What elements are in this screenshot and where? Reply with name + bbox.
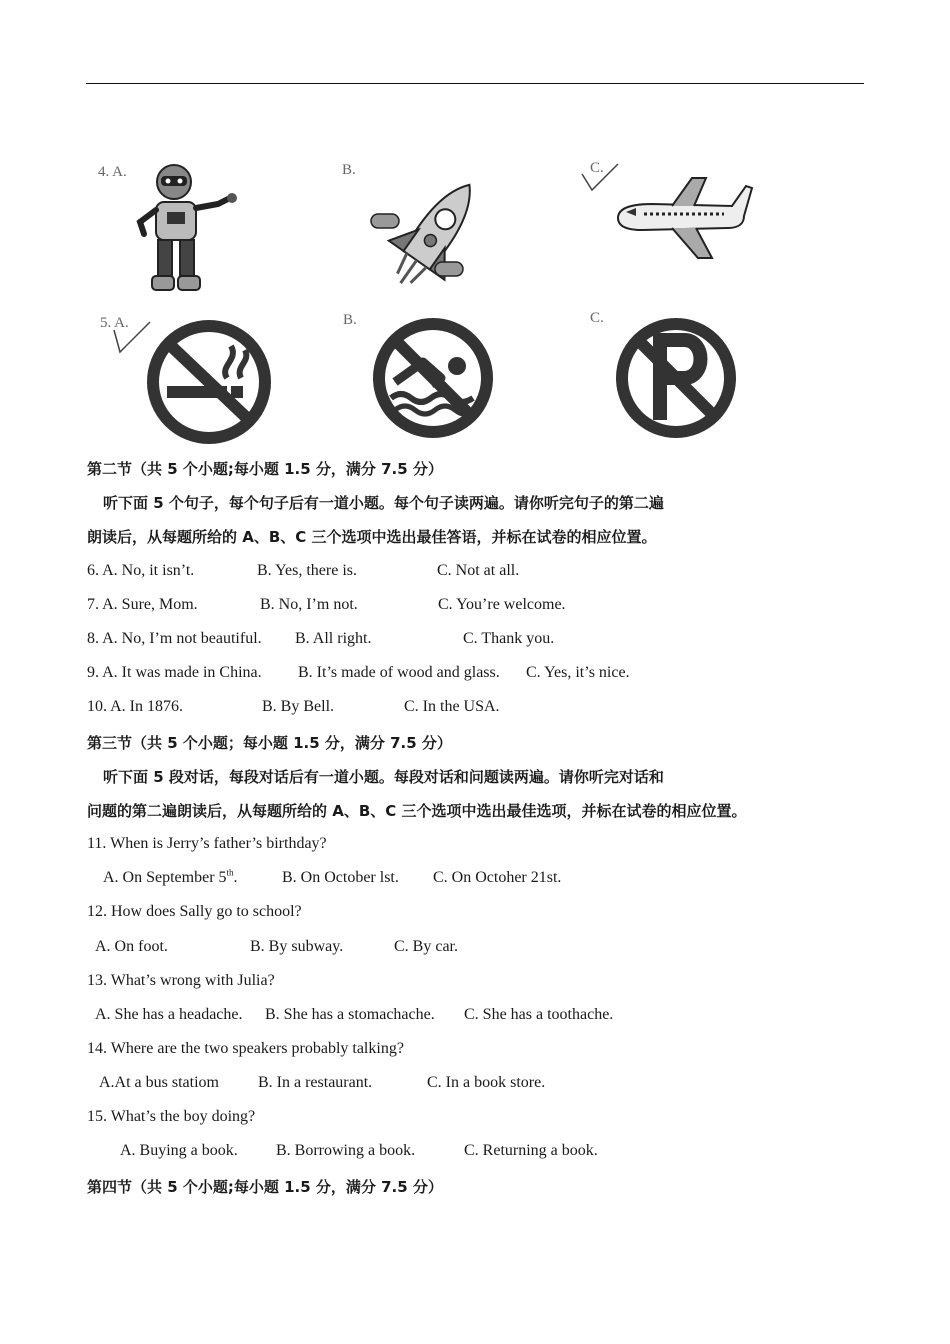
q4-b-label: B.: [342, 162, 356, 178]
section4-heading: 第四节（共 5 个小题;每小题 1.5 分，满分 7.5 分）: [87, 1178, 443, 1196]
q10-option-c: C. In the USA.: [404, 698, 500, 715]
q4-a-label: 4. A.: [98, 164, 127, 180]
q8-option-a: 8. A. No, I’m not beautiful.: [87, 630, 262, 647]
section3-instruction-2: 问题的第二遍朗读后，从每题所给的 A、B、C 三个选项中选出最佳选项，并标在试卷的相应位置。: [87, 802, 747, 820]
no-parking-sign: [610, 316, 742, 440]
q14-option-b: B. In a restaurant.: [258, 1074, 373, 1091]
q8-option-b: B. All right.: [295, 630, 372, 647]
q10-option-b: B. By Bell.: [262, 698, 335, 715]
no-smoking-sign: [143, 320, 275, 444]
q13-question: 13. What’s wrong with Julia?: [87, 972, 275, 989]
q15-option-c: C. Returning a book.: [464, 1142, 598, 1159]
q11-option-a: [103, 869, 238, 887]
q6-option-a: 6. A. No, it isn’t.: [87, 562, 195, 579]
q12-option-c: C. By car.: [394, 938, 458, 955]
q11-option-a-sup: th: [226, 867, 234, 878]
q5-b-label: B.: [343, 312, 357, 328]
rocket-picture: [365, 170, 500, 298]
q15-option-a: A. Buying a book.: [120, 1142, 238, 1159]
q12-question: 12. How does Sally go to school?: [87, 903, 302, 920]
section2-heading: 第二节（共 5 个小题;每小题 1.5 分，满分 7.5 分）: [87, 460, 443, 478]
q4-c-label: C.: [590, 160, 604, 176]
q13-option-b: B. She has a stomachache.: [265, 1006, 435, 1023]
robot-picture: [130, 162, 240, 300]
airplane-picture: [612, 172, 754, 264]
q11-option-c: C. On Octoher 21st.: [433, 869, 562, 886]
q5-c-label: C.: [590, 310, 604, 326]
q9-option-c: C. Yes, it’s nice.: [526, 664, 630, 681]
q11-option-b: B. On October lst.: [282, 869, 399, 886]
q11-question: 11. When is Jerry’s father’s birthday?: [87, 835, 327, 852]
q11-option-a-text: A. On September 5: [103, 869, 227, 886]
q6-option-b: B. Yes, there is.: [257, 562, 358, 579]
q8-option-c: C. Thank you.: [463, 630, 555, 647]
q6-option-c: C. Not at all.: [437, 562, 520, 579]
q7-option-a: 7. A. Sure, Mom.: [87, 596, 198, 613]
q7-option-b: B. No, I’m not.: [260, 596, 358, 613]
section2-instruction-2: 朗读后，从每题所给的 A、B、C 三个选项中选出最佳答语，并标在试卷的相应位置。: [87, 528, 657, 546]
q12-option-a: A. On foot.: [95, 938, 168, 955]
no-swimming-sign: [369, 316, 497, 440]
q10-option-a: 10. A. In 1876.: [87, 698, 183, 715]
section3-instruction-1: 听下面 5 段对话，每段对话后有一道小题。每段对话和问题读两遍。请你听完对话和: [103, 768, 664, 786]
q9-option-a: 9. A. It was made in China.: [87, 664, 262, 681]
q13-option-a: A. She has a headache.: [95, 1006, 243, 1023]
q15-question: 15. What’s the boy doing?: [87, 1108, 256, 1125]
q7-option-c: C. You’re welcome.: [438, 596, 566, 613]
section3-heading: 第三节（共 5 个小题；每小题 1.5 分，满分 7.5 分）: [87, 734, 452, 752]
q9-option-b: B. It’s made of wood and glass.: [298, 664, 500, 681]
header-rule: [86, 83, 864, 84]
q15-option-b: B. Borrowing a book.: [276, 1142, 416, 1159]
q12-option-b: B. By subway.: [250, 938, 344, 955]
q14-option-c: C. In a book store.: [427, 1074, 546, 1091]
q14-question: 14. Where are the two speakers probably talking?: [87, 1040, 404, 1057]
q11-option-a-tail: .: [233, 869, 238, 886]
q13-option-c: C. She has a toothache.: [464, 1006, 614, 1023]
q14-option-a: A.At a bus statiom: [99, 1074, 219, 1091]
section2-instruction-1: 听下面 5 个句子，每个句子后有一道小题。每个句子读两遍。请你听完句子的第二遍: [103, 494, 664, 512]
q5-a-label: 5. A.: [100, 315, 129, 331]
